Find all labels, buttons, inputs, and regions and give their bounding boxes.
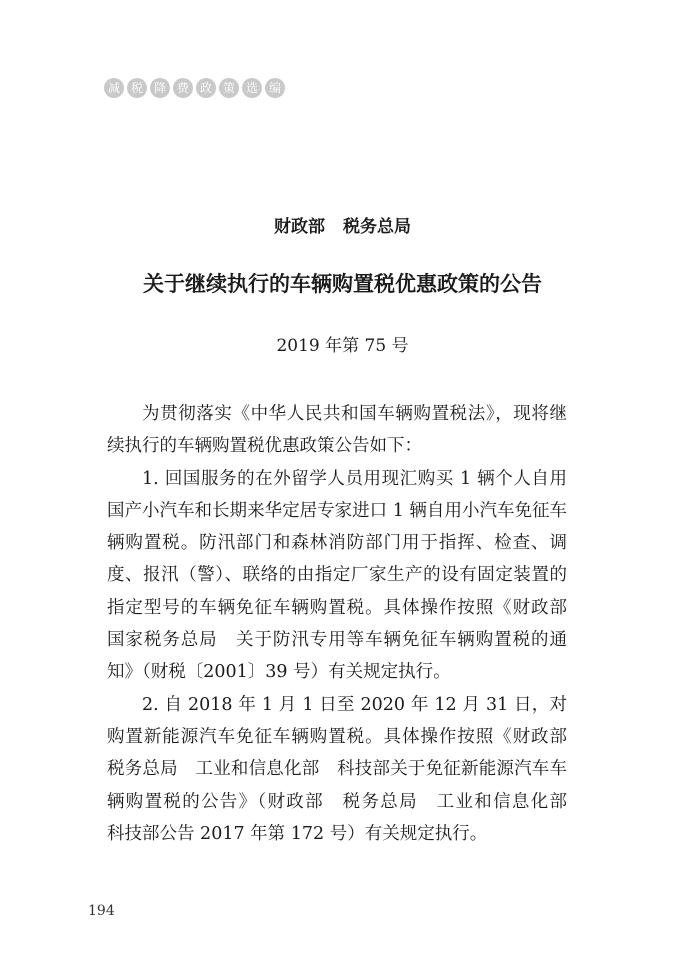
document-body	[107, 398, 585, 850]
series-char: 选	[242, 78, 262, 98]
series-char: 降	[150, 78, 170, 98]
body-paragraph: 为贯彻落实《中华人民共和国车辆购置税法》，现将继续执行的车辆购置税优惠政策公告如下：	[107, 404, 567, 457]
document-number: 2019 年第 75 号	[276, 336, 409, 356]
page-number: 194	[88, 903, 115, 919]
series-char: 减	[104, 78, 124, 98]
series-char: 费	[173, 78, 193, 98]
series-header	[104, 78, 285, 98]
document-title: 关于继续执行的车辆购置税优惠政策的公告	[143, 271, 542, 296]
issuer-line: 财政部 税务总局	[274, 217, 411, 237]
series-char: 编	[265, 78, 285, 98]
series-char: 税	[127, 78, 147, 98]
series-char: 策	[219, 78, 239, 98]
body-paragraph: 1. 回国服务的在外留学人员用现汇购买 1 辆个人自用国产小汽车和长期来华定居专家进口 1 辆自用小汽车免征车辆购置税。防汛部门和森林消防部门用于指挥、检查、调度、报汛（警）、联络的由指定厂家生产的设有固定装置的指定型号的车辆免征车辆购置税。具体操作按照《财政部 国家税务总局 关于防汛专用等车辆免征车辆购置税的通知》（财税〔2001〕39 号）有关规定执行。	[107, 468, 585, 683]
body-paragraph: 2. 自 2018 年 1 月 1 日至 2020 年 12 月 31 日，对购置新能源汽车免征车辆购置税。具体操作按照《财政部 税务总局 工业和信息化部 科技部关于免征新能源汽车车辆购置税的公告》（财政部 税务总局 工业和信息化部 科技部公告 2017 年第 172 号）有关规定执行。	[107, 694, 585, 844]
series-char: 政	[196, 78, 216, 98]
